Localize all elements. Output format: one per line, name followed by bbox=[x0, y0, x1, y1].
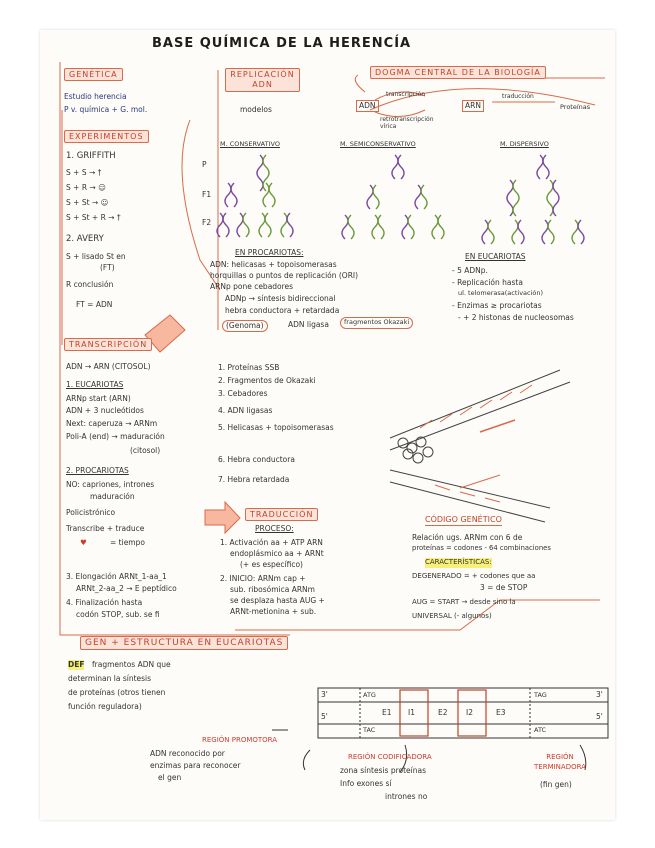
gene-atc: ATC bbox=[534, 726, 547, 734]
model-conservativo: M. CONSERVATIVO bbox=[220, 140, 280, 148]
proc-rep-l6: (Genoma) bbox=[222, 320, 268, 332]
rep-list-3: 3. Cebadores bbox=[218, 389, 268, 398]
dogma-adn: ADN bbox=[356, 100, 379, 112]
euc-rep-label: EN EUCARIOTAS bbox=[465, 252, 526, 261]
gene-5prime-right: 5' bbox=[596, 712, 603, 721]
traduccion-box: TRADUCCIÓN bbox=[245, 508, 318, 521]
trans-e1: ARNp start (ARN) bbox=[66, 394, 131, 403]
gene-atg: ATG bbox=[363, 691, 376, 699]
trad-t11: codón STOP, sub. se fi bbox=[76, 610, 160, 619]
trad-t8: 3. Elongación ARNt_1-aa_1 bbox=[66, 572, 167, 581]
trans-proc: 2. PROCARIOTAS bbox=[66, 466, 129, 475]
page-title: BASE QUÍMICA DE LA HERENCÍA bbox=[152, 36, 412, 51]
gene-tac: TAC bbox=[363, 726, 376, 734]
trad-t6: se desplaza hasta AUG + bbox=[230, 596, 325, 605]
avery-label: 2. AVERY bbox=[66, 234, 104, 244]
codificadora-l3: intrones no bbox=[385, 792, 428, 801]
gen-d2: determinan la síntesis bbox=[68, 674, 152, 683]
trad-t5: sub. ribosómica ARNm bbox=[230, 585, 315, 594]
helix-cons-p bbox=[257, 155, 269, 191]
genetica-box: GENÉTICA bbox=[64, 68, 123, 81]
trad-t9: ARNt_2-aa_2 → E peptídico bbox=[76, 584, 177, 593]
griffith-label: 1. GRIFFITH bbox=[66, 151, 116, 161]
dogma-arn: ARN bbox=[462, 100, 484, 112]
euc-rep-l5: - + 2 histonas de nucleosomas bbox=[458, 313, 574, 322]
dogma-retrotranscripcion: retrotranscripción vírica bbox=[380, 116, 434, 130]
trans-heart-icon: ♥ bbox=[80, 538, 87, 547]
helix-disp-p bbox=[537, 155, 549, 179]
dogma-traduccion: traducción bbox=[502, 93, 534, 100]
proc-rep-l1: ADN: helicasas + topoisomerasas bbox=[210, 260, 337, 269]
gen-p: P bbox=[202, 160, 207, 169]
model-semiconservativo: M. SEMICONSERVATIVO bbox=[340, 140, 416, 148]
helix-cons-f1b bbox=[263, 183, 275, 207]
gene-e3: E3 bbox=[496, 708, 506, 717]
trad-t7: ARNt-metionina + sub. bbox=[230, 607, 317, 616]
trans-e5: (citosol) bbox=[130, 446, 161, 455]
helix-semi-f2 bbox=[342, 215, 444, 239]
avery-step-2: (FT) bbox=[100, 263, 115, 272]
trad-t1: 1. Activación aa + ATP ARN bbox=[220, 538, 323, 547]
promotora-l3: el gen bbox=[158, 773, 182, 782]
trans-p3: Policistrónico bbox=[66, 508, 116, 517]
dogma-proteinas: Proteínas bbox=[560, 103, 591, 111]
codificadora-l1: zona síntesis proteínas bbox=[340, 766, 427, 775]
codigo-c2: proteínas = codones - 64 combinaciones bbox=[412, 544, 551, 552]
trad-t2: endoplásmico aa + ARNt bbox=[230, 549, 324, 558]
codigo-c6: AUG = START → desde sino la bbox=[412, 598, 516, 606]
codificadora-l2: Info exones sí bbox=[340, 779, 392, 788]
trans-e2: ADN + 3 nucleótidos bbox=[66, 406, 144, 415]
helix-cons-f2 bbox=[217, 213, 293, 237]
promotora-l1: ADN reconocido por bbox=[150, 749, 225, 758]
proc-rep-l4: ADNp → síntesis bidireccional bbox=[225, 294, 336, 303]
rep-list-4: 4. ADN ligasas bbox=[218, 406, 273, 415]
codigo-c5: 3 = de STOP bbox=[480, 583, 528, 592]
proc-rep-l5: hebra conductora + retardada bbox=[225, 306, 340, 315]
avery-step-1: S + lisado St en bbox=[66, 252, 126, 261]
euc-rep-l2: - Replicación hasta bbox=[452, 278, 523, 287]
trans-p4: Transcribe + traduce bbox=[66, 524, 145, 533]
rep-list-1: 1. Proteínas SSB bbox=[218, 363, 280, 372]
gene-3prime-right: 3' bbox=[596, 690, 603, 699]
trans-p1: NO: capriones, intrones bbox=[66, 480, 155, 489]
helix-disp-f1 bbox=[507, 180, 559, 216]
griffith-step-1: S + S → † bbox=[66, 168, 102, 177]
griffith-step-4: S + St + R → † bbox=[66, 213, 121, 222]
rep-list-5: 5. Helicasas + topoisomerasas bbox=[218, 423, 334, 432]
proc-rep-l3: ARNp pone cebadores bbox=[210, 282, 294, 291]
gene-5prime-bottom: 5' bbox=[321, 712, 328, 721]
rep-list-7: 7. Hebra retardada bbox=[218, 475, 290, 484]
trans-e4: Poli-A (end) → maduración bbox=[66, 432, 165, 441]
gene-i2: I2 bbox=[466, 708, 473, 717]
gen-box: GEN + ESTRUCTURA EN EUCARIOTAS bbox=[80, 636, 288, 650]
dogma-transcripcion: transcripción bbox=[386, 91, 426, 98]
gene-i1: I1 bbox=[408, 708, 415, 717]
gen-def: DEF bbox=[68, 660, 85, 669]
codigo-c3: CARACTERÍSTICAS: bbox=[425, 558, 492, 566]
genetica-line1: Estudio herencia bbox=[64, 92, 127, 101]
rep-list-6: 6. Hebra conductora bbox=[218, 455, 295, 464]
trad-proceso: PROCESO: bbox=[255, 524, 294, 533]
terminadora-label: REGIÓN TERMINADORA bbox=[534, 753, 586, 771]
model-dispersivo: M. DISPERSIVO bbox=[500, 140, 549, 148]
gen-d3: de proteínas (otros tienen bbox=[68, 688, 166, 697]
trans-p5: = tiempo bbox=[110, 538, 145, 547]
trans-e3: Next: caperuza → ARNm bbox=[66, 419, 158, 428]
codigo-c4: DEGENERADO = + codones que aa bbox=[412, 572, 536, 580]
codigo-label: CÓDIGO GENÉTICO bbox=[425, 515, 502, 524]
promotora-label: REGIÓN PROMOTORA bbox=[202, 736, 278, 744]
gene-3prime-top: 3' bbox=[321, 690, 328, 699]
codigo-c7: UNIVERSAL (- algunos) bbox=[412, 612, 492, 620]
trad-t4: 2. INICIO: ARNm cap + bbox=[220, 574, 306, 583]
avery-step-3: R conclusión bbox=[66, 280, 114, 289]
proc-rep-l8: fragmentos Okazaki bbox=[340, 317, 413, 329]
dogma-box: DOGMA CENTRAL DE LA BIOLOGÍA bbox=[370, 66, 546, 79]
gene-e2: E2 bbox=[438, 708, 448, 717]
modelos-label: modelos bbox=[240, 105, 272, 114]
trans-l1: ADN → ARN (CITOSOL) bbox=[66, 362, 151, 371]
gene-tag: TAG bbox=[534, 691, 547, 699]
promotora-l2: enzimas para reconocer bbox=[150, 761, 241, 770]
helix-semi-f1 bbox=[367, 185, 427, 209]
trans-p2: maduración bbox=[90, 492, 135, 501]
euc-rep-l1: - 5 ADNp. bbox=[452, 266, 488, 275]
avery-conclusion: FT = ADN bbox=[76, 300, 113, 309]
euc-rep-l3: ul. telomerasa(activación) bbox=[458, 289, 544, 297]
terminadora-l1: (fin gen) bbox=[540, 780, 572, 789]
gen-d1: fragmentos ADN que bbox=[92, 660, 171, 669]
gen-f1: F1 bbox=[202, 190, 212, 199]
proc-rep-label: EN PROCARIOTAS: bbox=[235, 248, 304, 257]
gen-f2: F2 bbox=[202, 218, 212, 227]
euc-rep-l4: - Enzimas ≥ procariotas bbox=[452, 301, 542, 310]
replicacion-box: REPLICACIÓN ADN bbox=[225, 68, 300, 92]
transcripcion-box: TRANSCRIPCIÓN bbox=[64, 338, 152, 351]
proc-rep-l2: horquillas o puntos de replicación (ORI) bbox=[210, 271, 359, 280]
gene-e1: E1 bbox=[382, 708, 392, 717]
helix-cons-f1a bbox=[225, 183, 237, 207]
experimentos-box: EXPERIMENTOS bbox=[64, 130, 149, 143]
proc-rep-l7: ADN ligasa bbox=[288, 320, 329, 329]
griffith-step-3: S + St → ☺ bbox=[66, 198, 109, 207]
trad-t10: 4. Finalización hasta bbox=[66, 598, 143, 607]
helix-disp-f2 bbox=[482, 220, 584, 244]
griffith-step-2: S + R → ☺ bbox=[66, 183, 106, 192]
codificadora-label: REGIÓN CODIFICADORA bbox=[348, 753, 432, 761]
trans-euc: 1. EUCARIOTAS bbox=[66, 380, 124, 389]
codigo-c1: Relación ugs. ARNm con 6 de bbox=[412, 533, 523, 542]
gen-d4: función reguladora) bbox=[68, 702, 142, 711]
genetica-line2: P v. química + G. mol. bbox=[64, 105, 148, 114]
trad-t3: (+ es específico) bbox=[240, 560, 303, 569]
rep-list-2: 2. Fragmentos de Okazaki bbox=[218, 376, 316, 385]
helix-semi-p bbox=[392, 155, 404, 179]
notes-page bbox=[40, 30, 615, 820]
